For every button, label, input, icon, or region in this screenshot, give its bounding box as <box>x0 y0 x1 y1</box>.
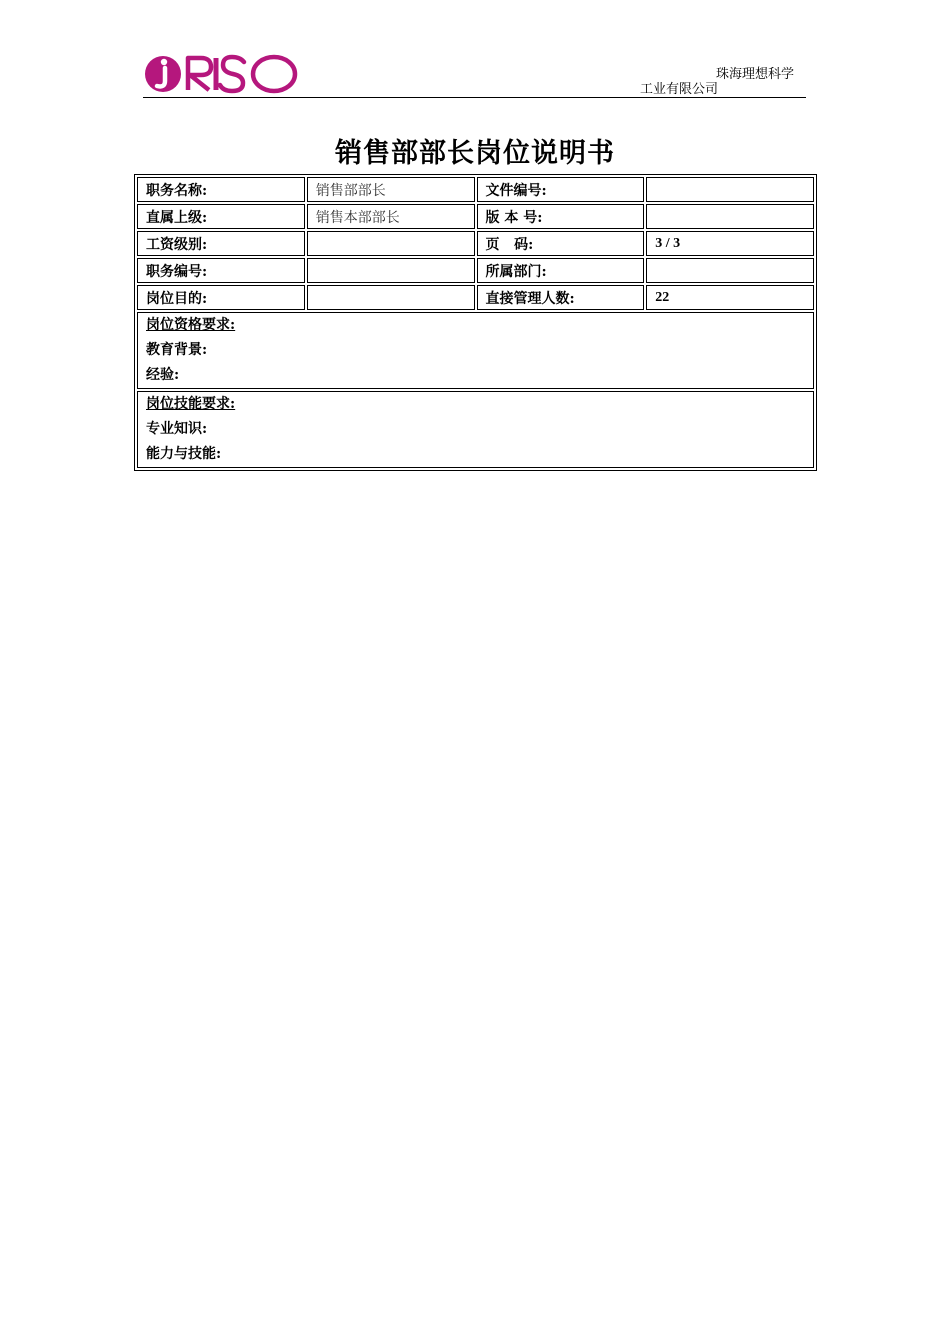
table-row <box>137 258 814 283</box>
table-row <box>137 177 814 202</box>
field-value <box>307 285 475 310</box>
field-label: 岗位目的: <box>137 285 305 310</box>
field-label: 工资级别: <box>137 231 305 256</box>
company-name-line2: 工业有限公司 <box>639 82 718 97</box>
skills-heading: 岗位技能要求: <box>146 396 236 412</box>
experience-label: 经验: <box>146 367 180 383</box>
field-label: 版 本 号: <box>477 204 645 229</box>
header-rule <box>143 97 806 98</box>
field-label: 所属部门: <box>477 258 645 283</box>
qualifications-heading: 岗位资格要求: <box>146 317 236 333</box>
abilities-label: 能力与技能: <box>146 446 222 462</box>
field-value <box>646 177 814 202</box>
qualifications-section <box>137 312 814 389</box>
qualifications-cell <box>137 312 814 389</box>
skills-cell <box>137 391 814 468</box>
education-label: 教育背景: <box>146 342 208 358</box>
page-number-value: 3 / 3 <box>646 231 814 256</box>
field-value: 销售本部部长 <box>307 204 475 229</box>
skills-section <box>137 391 814 468</box>
table-row <box>137 285 814 310</box>
knowledge-label: 专业知识: <box>146 421 208 437</box>
field-label: 页 码: <box>477 231 645 256</box>
page-header <box>143 50 806 100</box>
field-value <box>646 258 814 283</box>
company-name-line1: 珠海理想科学 <box>715 67 794 82</box>
field-label: 文件编号: <box>477 177 645 202</box>
field-value <box>646 204 814 229</box>
field-label: 直属上级: <box>137 204 305 229</box>
headcount-value: 22 <box>646 285 814 310</box>
table-row <box>137 204 814 229</box>
field-value <box>307 258 475 283</box>
field-value: 销售部部长 <box>307 177 475 202</box>
field-value <box>307 231 475 256</box>
table-row <box>137 231 814 256</box>
job-description-table <box>134 174 817 471</box>
field-label: 直接管理人数: <box>477 285 645 310</box>
company-name <box>640 67 806 97</box>
document-title: 销售部部长岗位说明书 <box>335 138 615 169</box>
riso-logo <box>143 50 299 96</box>
field-label: 职务编号: <box>137 258 305 283</box>
field-label: 职务名称: <box>137 177 305 202</box>
